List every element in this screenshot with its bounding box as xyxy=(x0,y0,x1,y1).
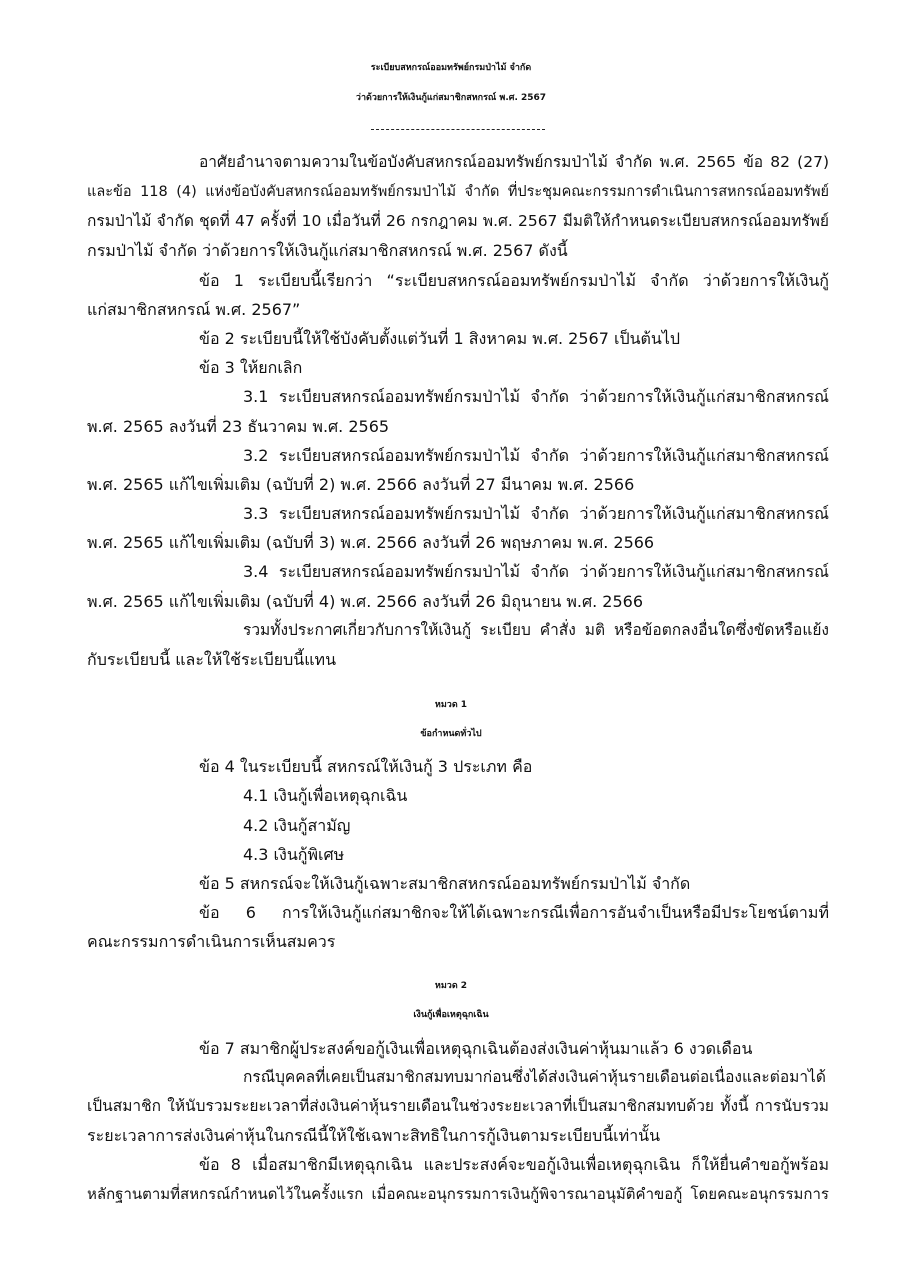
repeal-tail-line-1: รวมทั้งประกาศเกี่ยวกับการให้เงินกู้ ระเบียบ คำสั่ง มติ หรือข้อตกลงอื่นใดซึ่งขัดหรือแย้ง xyxy=(243,621,829,639)
repeal-item-3-1-line-2: พ.ศ. 2565 ลงวันที่ 23 ธันวาคม พ.ศ. 2565 xyxy=(87,417,390,436)
clause-1-line-2: แก่สมาชิกสหกรณ์ พ.ศ. 2567” xyxy=(87,300,301,319)
loan-type-4-1: 4.1 เงินกู้เพื่อเหตุฉุกเฉิน xyxy=(243,786,408,805)
repeal-tail-line-2: กับระเบียบนี้ และให้ใช้ระเบียบนี้แทน xyxy=(87,650,337,669)
clause-7-para-line-2: เป็นสมาชิก ให้นับรวมระยะเวลาที่ส่งเงินค่าหุ้นรายเดือนในช่วงระยะเวลาที่เป็นสมาชิกสมทบด้วย ทั้งนี้ การนับรวม xyxy=(87,1097,829,1115)
clause-4: ข้อ 4 ในระเบียบนี้ สหกรณ์ให้เงินกู้ 3 ประเภท คือ xyxy=(199,757,533,776)
preamble-line-1: อาศัยอำนาจตามความในข้อบังคับสหกรณ์ออมทรัพย์กรมป่าไม้ จำกัด พ.ศ. 2565 ข้อ 82 (27) xyxy=(199,153,829,171)
repeal-item-3-4-line-1: 3.4 ระเบียบสหกรณ์ออมทรัพย์กรมป่าไม้ จำกัด ว่าด้วยการให้เงินกู้แก่สมาชิกสหกรณ์ xyxy=(243,562,829,581)
clause-7-para-line-1: กรณีบุคคลที่เคยเป็นสมาชิกสมทบมาก่อนซึ่งได้ส่งเงินค่าหุ้นรายเดือนต่อเนื่องและต่อมาได้ xyxy=(243,1068,826,1086)
clause-6-line-1: ข้อ 6 การให้เงินกู้แก่สมาชิกจะให้ได้เฉพาะกรณีเพื่อการอันจำเป็นหรือมีประโยชน์ตามที่ xyxy=(199,903,829,922)
preamble-line-2: และข้อ 118 (4) แห่งข้อบังคับสหกรณ์ออมทรัพย์กรมป่าไม้ จำกัด ที่ประชุมคณะกรรมการดำเนินการสหกรณ์ออมทรัพย์ xyxy=(87,184,829,200)
repeal-item-3-3-line-1: 3.3 ระเบียบสหกรณ์ออมทรัพย์กรมป่าไม้ จำกัด ว่าด้วยการให้เงินกู้แก่สมาชิกสหกรณ์ xyxy=(243,504,829,523)
title-divider xyxy=(371,129,545,130)
repeal-item-3-1-line-1: 3.1 ระเบียบสหกรณ์ออมทรัพย์กรมป่าไม้ จำกัด ว่าด้วยการให้เงินกู้แก่สมาชิกสหกรณ์ xyxy=(243,387,829,406)
clause-2: ข้อ 2 ระเบียบนี้ให้ใช้บังคับตั้งแต่วันที่ 1 สิงหาคม พ.ศ. 2567 เป็นต้นไป xyxy=(199,329,681,348)
chapter-2-heading: หมวด 2 xyxy=(434,981,468,991)
loan-type-4-2: 4.2 เงินกู้สามัญ xyxy=(243,816,351,835)
clause-8-line-1: ข้อ 8 เมื่อสมาชิกมีเหตุฉุกเฉิน และประสงค์จะขอกู้เงินเพื่อเหตุฉุกเฉิน ก็ให้ยื่นคำขอกู้พร้อม xyxy=(199,1155,829,1174)
clause-3: ข้อ 3 ให้ยกเลิก xyxy=(199,358,303,377)
chapter-1-heading: หมวด 1 xyxy=(434,700,468,710)
repeal-item-3-4-line-2: พ.ศ. 2565 แก้ไขเพิ่มเติม (ฉบับที่ 4) พ.ศ. 2566 ลงวันที่ 26 มิถุนายน พ.ศ. 2566 xyxy=(87,592,644,611)
loan-type-4-3: 4.3 เงินกู้พิเศษ xyxy=(243,845,345,864)
repeal-item-3-2-line-1: 3.2 ระเบียบสหกรณ์ออมทรัพย์กรมป่าไม้ จำกัด ว่าด้วยการให้เงินกู้แก่สมาชิกสหกรณ์ xyxy=(243,446,829,465)
title-line-1: ระเบียบสหกรณ์ออมทรัพย์กรมป่าไม้ จำกัด xyxy=(370,63,532,73)
clause-8-line-2: หลักฐานตามที่สหกรณ์กำหนดไว้ในครั้งแรก เมื่อคณะอนุกรรมการเงินกู้พิจารณาอนุมัติคำขอกู้ โดยคณะอนุกรรมการ xyxy=(87,1185,829,1203)
clause-1-line-1: ข้อ 1 ระเบียบนี้เรียกว่า “ระเบียบสหกรณ์ออมทรัพย์กรมป่าไม้ จำกัด ว่าด้วยการให้เงินกู้ xyxy=(199,271,829,290)
clause-7: ข้อ 7 สมาชิกผู้ประสงค์ขอกู้เงินเพื่อเหตุฉุกเฉินต้องส่งเงินค่าหุ้นมาแล้ว 6 งวดเดือน xyxy=(199,1039,753,1058)
preamble-line-3: กรมป่าไม้ จำกัด ชุดที่ 47 ครั้งที่ 10 เมื่อวันที่ 26 กรกฎาคม พ.ศ. 2567 มีมติให้กำหนดระเบียบสหกรณ์ออมทรัพย์ xyxy=(87,212,829,230)
title-line-2: ว่าด้วยการให้เงินกู้แก่สมาชิกสหกรณ์ พ.ศ. 2567 xyxy=(355,93,547,103)
clause-5: ข้อ 5 สหกรณ์จะให้เงินกู้เฉพาะสมาชิกสหกรณ์ออมทรัพย์กรมป่าไม้ จำกัด xyxy=(199,874,691,893)
chapter-2-subheading: เงินกู้เพื่อเหตุฉุกเฉิน xyxy=(413,1010,489,1020)
clause-7-para-line-3: ระยะเวลาการส่งเงินค่าหุ้นในกรณีนี้ให้ใช้เฉพาะสิทธิในการกู้เงินตามระเบียบนี้เท่านั้น xyxy=(87,1126,661,1145)
repeal-item-3-3-line-2: พ.ศ. 2565 แก้ไขเพิ่มเติม (ฉบับที่ 3) พ.ศ. 2566 ลงวันที่ 26 พฤษภาคม พ.ศ. 2566 xyxy=(87,533,655,552)
chapter-1-subheading: ข้อกำหนดทั่วไป xyxy=(420,729,482,739)
preamble-line-4: กรมป่าไม้ จำกัด ว่าด้วยการให้เงินกู้แก่สมาชิกสหกรณ์ พ.ศ. 2567 ดังนี้ xyxy=(87,241,568,260)
repeal-item-3-2-line-2: พ.ศ. 2565 แก้ไขเพิ่มเติม (ฉบับที่ 2) พ.ศ. 2566 ลงวันที่ 27 มีนาคม พ.ศ. 2566 xyxy=(87,475,635,494)
clause-6-line-2: คณะกรรมการดำเนินการเห็นสมควร xyxy=(87,932,336,951)
